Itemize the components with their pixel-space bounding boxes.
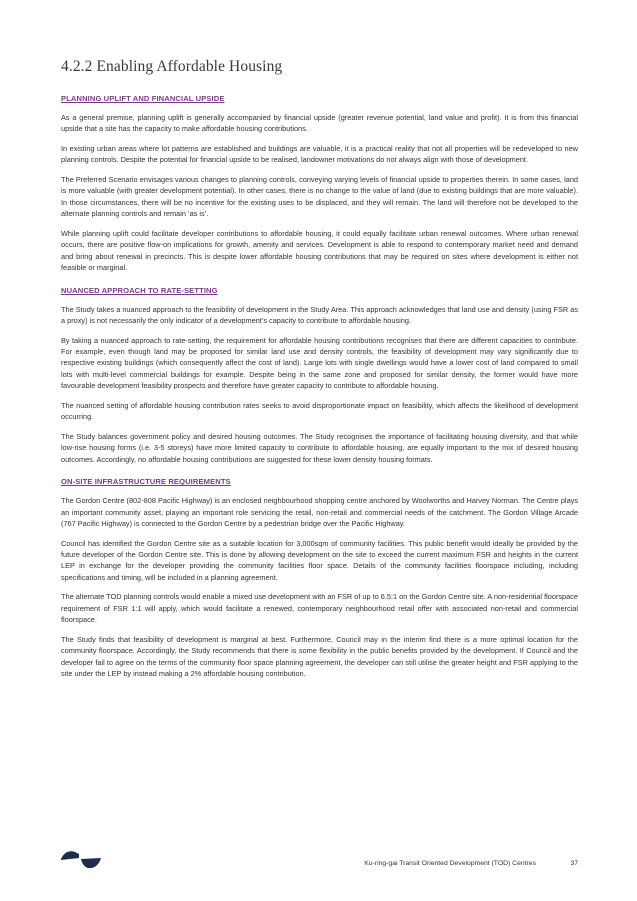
brand-logo-icon <box>61 848 101 870</box>
section-planning-uplift <box>61 94 578 273</box>
paragraph: The Preferred Scenario envisages various changes to planning controls, conveying varying levels of financial upside to properties therein. In some cases, land is more valuable (with greater development potential). In other cases, there is no change to the value of land (due to existing buildings that are more valuable). In those circumstances, there will be no incentive for the existing uses to be displaced, and they will remain. The land will therefore not be developed to the alternate planning controls and remain ‘as is’. <box>61 175 578 219</box>
paragraph: In existing urban areas where lot patterns are established and buildings are valuable, it is a practical reality that not all properties will be redeveloped to new planning controls. Despite the potential for financial upside to be realised, landowner motivations do not always align with those of development. <box>61 144 578 165</box>
paragraph: Council has identified the Gordon Centre site as a suitable location for 3,000sqm of community facilities. This public benefit would ideally be provided by the future developer of the Gordon Centre site. This is done by allowing development on the site to exceed the current maximum FSR and heights in the current LEP in exchange for the developer providing the community facilities floor space. Details of the community facilities floorspace including, including specifications and timing, will be included in a planning agreement. <box>61 538 578 582</box>
paragraph: The Study finds that feasibility of development is marginal at best. Furthermore, Council may in the interim find there is a more optimal location for the community floorspace. Accordingly, the Study recommends that there is some flexibility in the public benefits provided by the development. If Council and the developer fail to agree on the terms of the community floor space planning agreement, the developer can still utilise the greater height and FSR applying to the site under the LEP by instead making a 2% affordable housing contribution. <box>61 634 578 679</box>
page-heading: 4.2.2 Enabling Affordable Housing <box>61 58 283 75</box>
footer-document-title: Ku-ring-gai Transit Oriented Development (TOD) Centres <box>364 860 536 867</box>
section-title: PLANNING UPLIFT AND FINANCIAL UPSIDE <box>61 94 225 103</box>
paragraph: The nuanced setting of affordable housing contribution rates seeks to avoid disproportionate impact on feasibility, which affects the likelihood of development occurring. <box>61 400 578 422</box>
paragraph: The Gordon Centre (802-808 Pacific Highway) is an enclosed neighbourhood shopping centre anchored by Woolworths and Harvey Norman. The Centre plays an important community asset, playing an important role servicing the retail, non-retail and commercial needs of the catchment. The Gordon Village Arcade (767 Pacific Highway) is connected to the Gordon Centre by a pedestrian bridge over the Pacific Highway. <box>61 496 578 529</box>
paragraph: While planning uplift could facilitate developer contributions to affordable housing, it could equally facilitate urban renewal outcomes. Where urban renewal occurs, there are positive flow-on implications for growth, amenity and services. Development is able to respond to contemporary market need and demand and bring about renewal in precincts. This is despite lower affordable housing contributions that may be required on sites where development is either not feasible or marginal. <box>61 228 578 273</box>
section-rate-setting <box>61 286 578 465</box>
section-onsite-infrastructure <box>61 477 578 679</box>
paragraph: As a general premise, planning uplift is generally accompanied by financial upside (greater revenue potential, land value and profit). It is from this financial upside that a site has the capacity to make affordable housing contributions. <box>61 113 578 134</box>
paragraph: The Study takes a nuanced approach to the feasibility of development in the Study Area. This approach acknowledges that land use and density (using FSR as a proxy) is not necessarily the only indicator of a development’s capacity to contribute to affordable housing. <box>61 304 578 326</box>
section-title: NUANCED APPROACH TO RATE-SETTING <box>61 285 218 295</box>
section-title: ON-SITE INFRASTRUCTURE REQUIREMENTS <box>61 477 231 487</box>
page-content <box>61 58 578 680</box>
paragraph: By taking a nuanced approach to rate-setting, the requirement for affordable housing contributions recognises that there are different capacities to contribute. For example, even though land may be proposed for similar land use and density controls, the feasibility of development may vary significantly due to respective existing buildings (which consequently affect the cost of land). Large lots with single dwellings would have a lower cost of land compared to small lots with multi-level commercial buildings for example. Despite being in the same zone and proposed for similar density, the former would have more favourable development feasibility prospects and therefore have greater capacity to contribute to affordable housing. <box>61 335 578 391</box>
paragraph: The Study balances government policy and desired housing outcomes. The Study recognises the importance of facilitating housing diversity, and that while low-rise housing forms (i.e. 3-5 storeys) have more limited capacity to contribute to affordable housing, are equally important to the mix of desired housing outcomes. Accordingly, no affordable housing contributions are suggested for these lower density housing formats. <box>61 431 578 464</box>
page-number: 37 <box>570 860 578 867</box>
page-footer <box>61 848 578 872</box>
paragraph: The alternate TOD planning controls would enable a mixed use development with an FSR of up to 6.5:1 on the Gordon Centre site. A non-residential floorspace requirement of FSR 1:1 will apply, which would facilitate a renewed, contemporary neighbourhood retail offer with associated non-retail and commercial floorspace. <box>61 592 578 625</box>
